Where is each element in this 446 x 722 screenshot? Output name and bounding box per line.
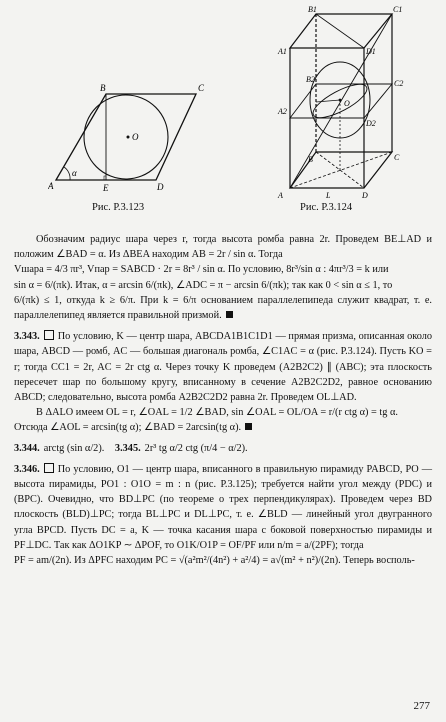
label-b2: B2 — [306, 75, 315, 84]
paragraph-5: В ΔALO имеем OL = r, ∠OAL = 1/2 ∠BAD, sin ∠OAL = OL/OA = r/(r ctg α) = tg α. — [36, 407, 398, 419]
answers-3-344-3-345 — [14, 441, 432, 456]
paragraph-2: Vшара = 4/3 πr³, Vпар = SABCD · 2r = 8r³ / sin α. По условию, 8r³/sin α : 4πr³/3 = k или — [14, 264, 389, 276]
figure-caption-right: Рис. Р.3.124 — [300, 202, 353, 213]
solution-text: По условию, O1 — центр шара, вписанного в правильную пирамиду PABCD, PO — высота пирамиды, PO1 : O1O = m : n (рис. Р.3.125); требуется найти угол между (PDC) и (BPC). Очевидно, что BD⊥PC (по теореме о трех перпендикулярах). Проведем через BD плоскость (BLD)⊥PC; тогда BL⊥PC и DL⊥PC, т. е. ∠BLD — линейный угол двугранного угла BPCD. Пусть DC = a, K — точка касания шара с боковой поверхностью пирамиды и PF⊥DC. Так как ΔO1KP ∼ ΔPOF, то O1K/O1P = OF/PF или n/m = a/(2PF); тогда — [14, 463, 432, 551]
problem-number: 3.345. — [114, 442, 141, 454]
label-c: C — [394, 153, 400, 162]
paragraph-4-text: 6/(πk) ≤ 1, откуда k ≥ 6/π. При k = 6/π основанием параллелепипеда служит квадрат, т. е. параллелепипед является правильной призмой. — [14, 294, 432, 322]
label-o: O — [132, 132, 139, 142]
paragraph-4 — [14, 293, 432, 323]
figure-caption-left: Рис. Р.3.123 — [92, 202, 145, 213]
body-text — [14, 232, 432, 568]
label-d: D — [157, 182, 164, 192]
label-a: A — [48, 181, 54, 191]
figure-rhombus — [48, 78, 208, 198]
problem-number: 3.344. — [14, 442, 40, 454]
paragraph-1: Обозначим радиус шара через r, тогда высота ромба равна 2r. Проведем BE⊥AD и положим ∠BAD = α. Из ΔBEA находим AB = 2r / sin α. Тогда — [14, 234, 432, 261]
label-c2: C2 — [394, 79, 404, 88]
label-a: A — [278, 191, 283, 200]
qed-icon — [226, 311, 233, 318]
label-d1: D1 — [366, 47, 376, 56]
solution-start-icon — [44, 463, 54, 473]
paragraph-6-text: Отсюда ∠AOL = arcsin(tg α); ∠BAD = 2arcsin(tg α). — [14, 422, 242, 434]
paragraph-6 — [14, 420, 432, 435]
label-b: B — [308, 155, 313, 164]
label-d2: D2 — [366, 119, 376, 128]
label-d: D — [362, 191, 368, 200]
solution-start-icon — [44, 330, 54, 340]
paragraph-7: PF = am/(2n). Из ΔPFC находим PC = √(a²m²/(4n²) + a²/4) = a√(m² + n²)/(2n). Теперь восполь- — [14, 555, 415, 567]
qed-icon — [245, 423, 252, 430]
label-b1: B1 — [308, 5, 317, 14]
paragraph-3: sin α = 6/(πk). Итак, α = arcsin 6/(πk), ∠ADC = π − arcsin 6/(πk); так как 0 < sin α ≤ 1, то — [14, 279, 393, 291]
solution-text: По условию, K — центр шара, ABCDA1B1C1D1 — прямая призма, описанная около шара, ABCD — ромб, AC — большая диагональ ромба, ∠C1AC = α (рис. Р.3.124). Пусть KO = r; тогда CC1 = 2r, AC = 2r ctg α. Через точку K проведем (A2B2C2) ∥ (ABC); эта плоскость пересечет шар по большому кругу, вписанному в сечение A2B2C2D2, равное основанию ABCD; следовательно, высота ромба A2B2C2D2 равна 2r. Проведем OL⊥AD. — [14, 331, 432, 404]
page-number: 277 — [413, 700, 430, 712]
label-alpha: α — [72, 168, 77, 178]
answer-text: arctg (sin α/2). — [43, 442, 105, 454]
label-c: C — [198, 83, 205, 93]
answer-text: 2r³ tg α/2 ctg (π/4 − α/2). — [144, 442, 248, 454]
label-l: L — [326, 191, 331, 200]
problem-number: 3.346. — [14, 463, 40, 475]
label-c1: C1 — [393, 5, 403, 14]
figure-prism — [276, 2, 406, 202]
label-e: E — [103, 183, 109, 193]
label-o: O — [344, 99, 350, 108]
label-b: B — [100, 83, 106, 93]
problem-number: 3.343. — [14, 331, 40, 343]
solution-3-343 — [14, 329, 432, 405]
label-a1: A1 — [278, 47, 287, 56]
solution-3-346 — [14, 462, 432, 553]
label-a2: A2 — [278, 107, 287, 116]
